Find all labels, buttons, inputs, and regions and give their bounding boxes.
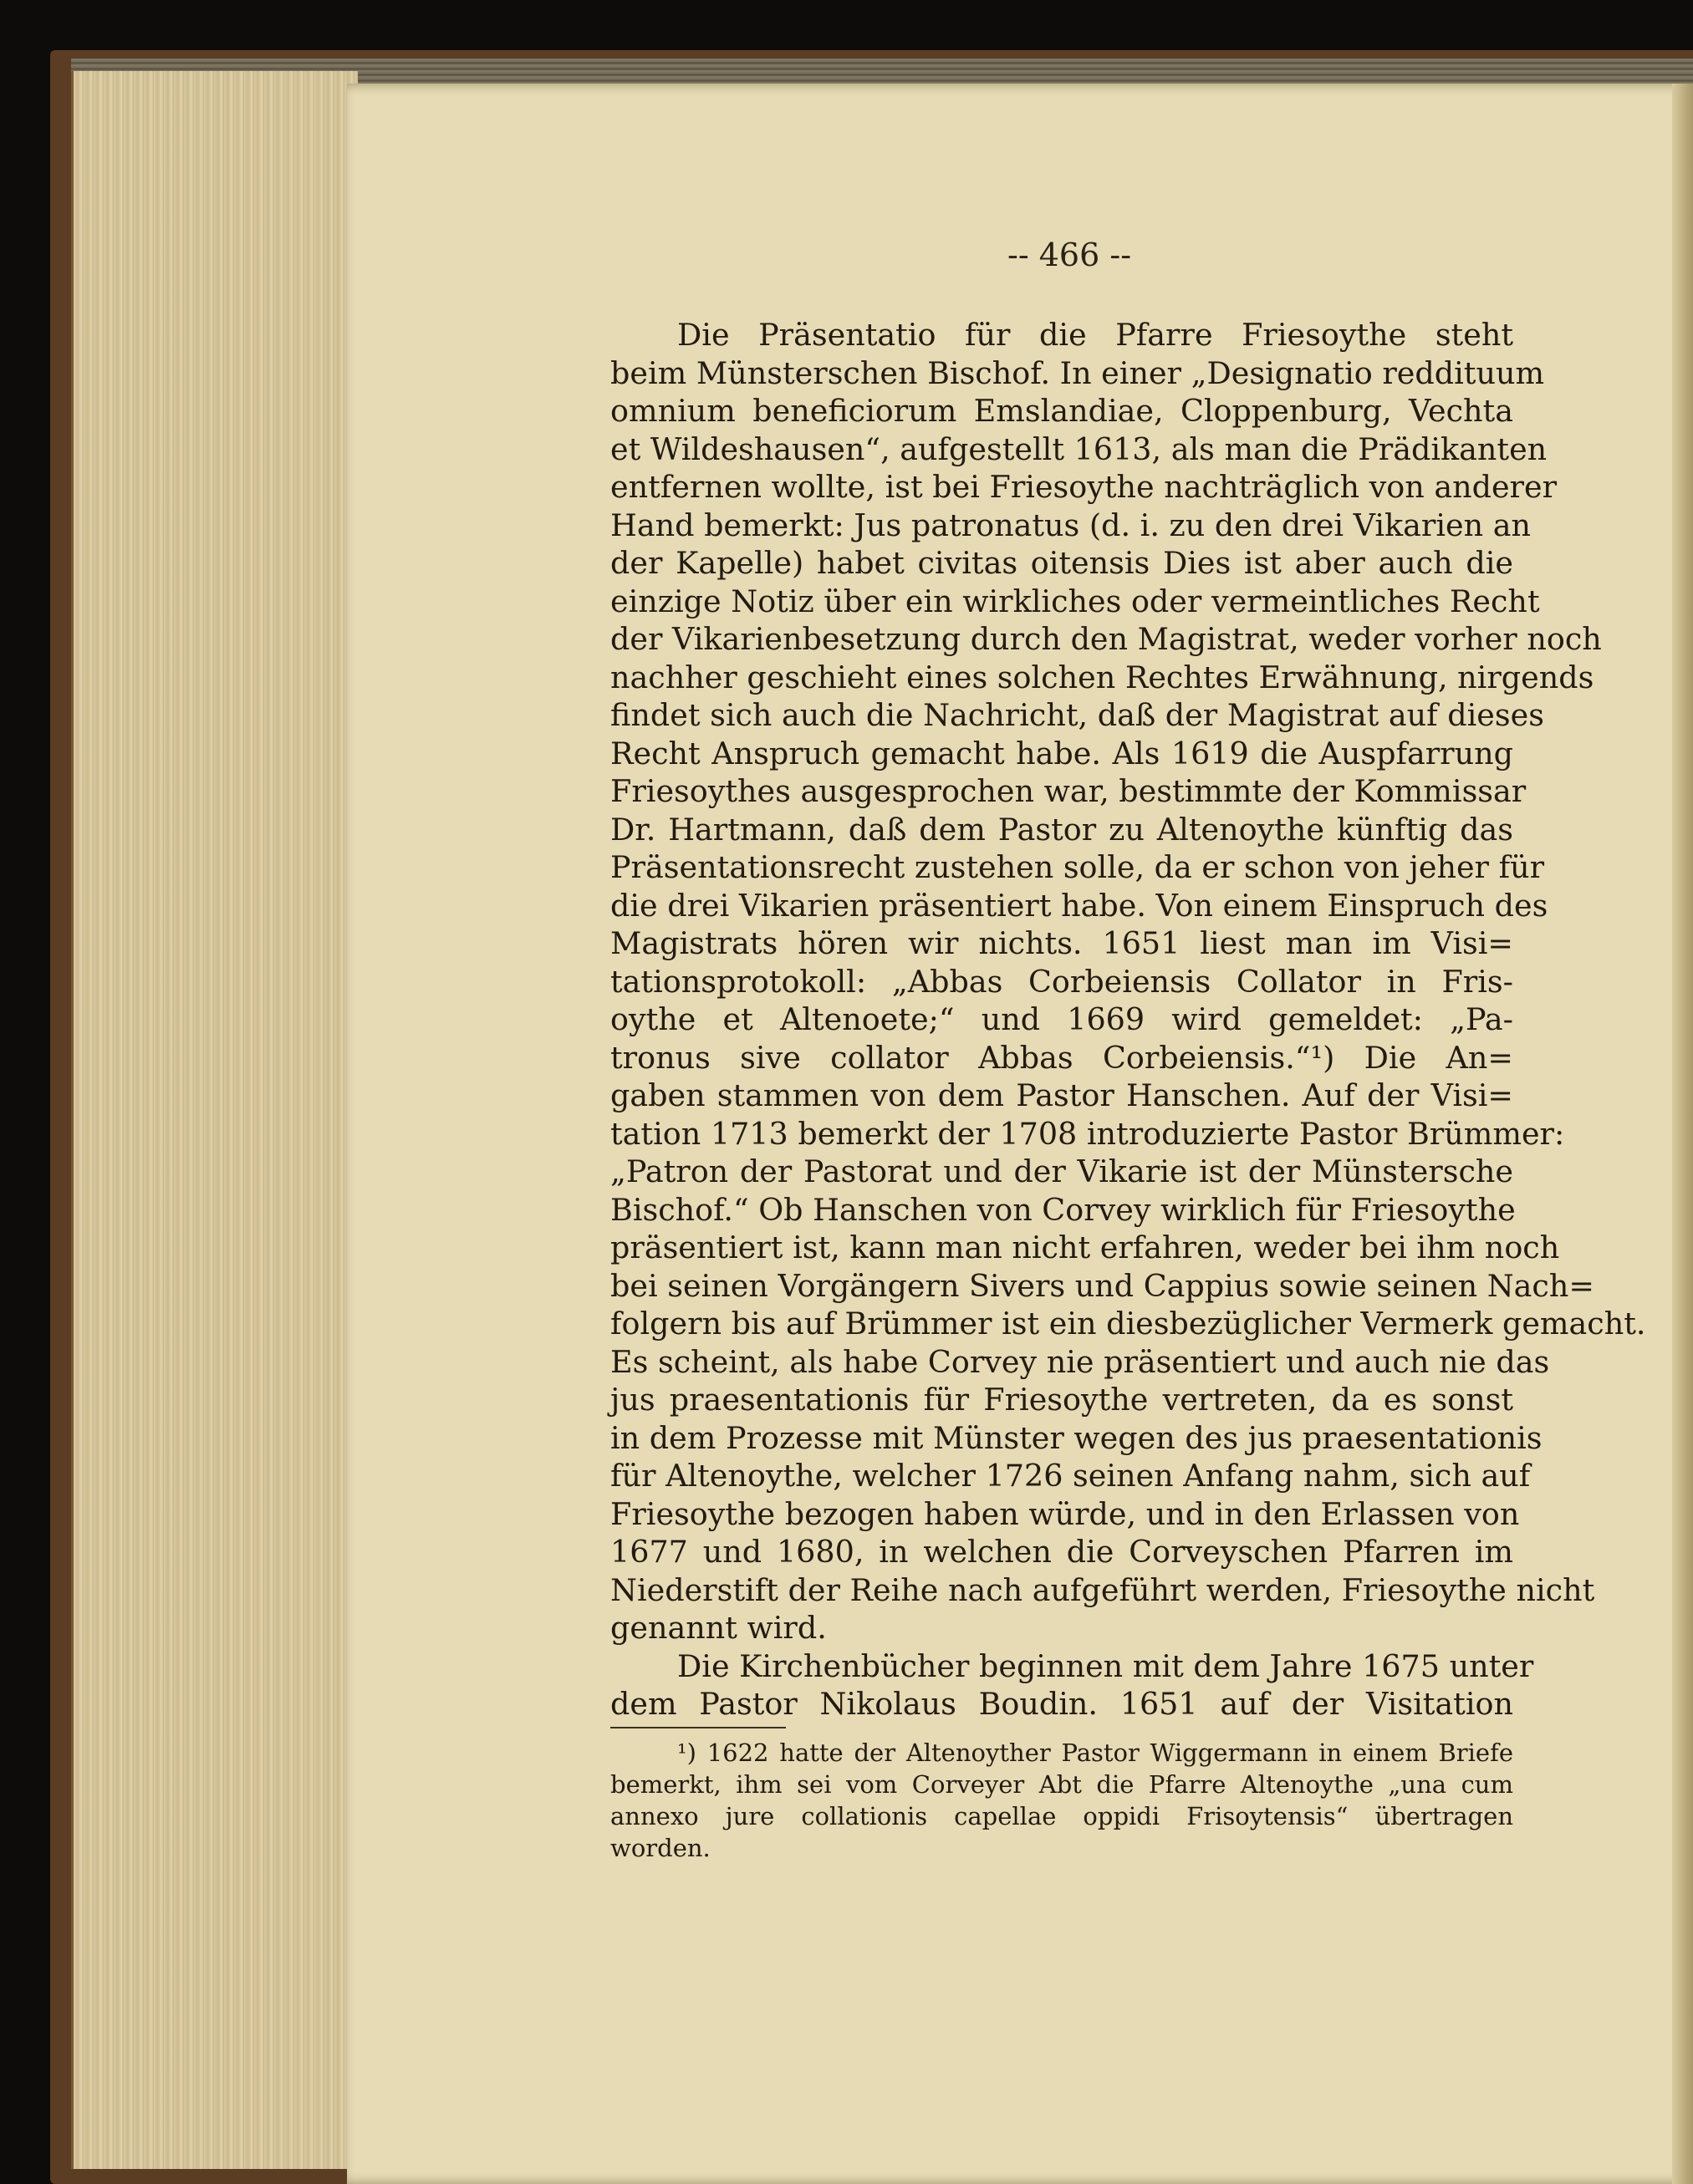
text-line: findet sich auch die Nachricht, daß der Magistrat auf dieses xyxy=(610,697,1544,733)
text-line: Es scheint, als habe Corvey nie präsentiert und auch nie das xyxy=(610,1343,1550,1380)
body-text xyxy=(610,316,1646,1723)
text-line: Hand bemerkt: Jus patronatus (d. i. zu den drei Vikarien an xyxy=(610,507,1532,543)
footnote-line: worden. xyxy=(610,1834,711,1862)
text-line: einzige Notiz über ein wirkliches oder vermeintliches Recht xyxy=(610,583,1540,619)
text-line: gaben stammen von dem Pastor Hanschen. Auf der Visi= xyxy=(610,1077,1513,1113)
text-line: der Kapelle) habet civitas oitensis Dies ist aber auch die xyxy=(610,545,1513,581)
text-line: in dem Prozesse mit Münster wegen des jus praesentationis xyxy=(610,1419,1543,1456)
text-line: et Wildeshausen“, aufgestellt 1613, als man die Prädikanten xyxy=(610,430,1548,467)
text-line: präsentiert ist, kann man nicht erfahren, weder bei ihm noch xyxy=(610,1229,1560,1265)
text-line: Niederstift der Reihe nach aufgeführt werden, Friesoythe nicht xyxy=(610,1571,1595,1608)
text-line: dem Pastor Nikolaus Boudin. 1651 auf der Visitation xyxy=(610,1686,1513,1722)
text-line: Dr. Hartmann, daß dem Pastor zu Altenoythe künftig das xyxy=(610,811,1513,848)
text-line: oythe et Altenoete;“ und 1669 wird gemeldet: „Pa- xyxy=(610,1001,1513,1037)
page-right-edge xyxy=(1672,84,1693,2184)
text-line: nachher geschieht eines solchen Rechtes Erwähnung, nirgends xyxy=(610,659,1594,695)
text-line: Friesoythes ausgesprochen war, bestimmte der Kommissar xyxy=(610,773,1527,809)
page-number: -- 466 -- xyxy=(1007,237,1132,273)
text-line: Friesoythe bezogen haben würde, und in den Erlassen von xyxy=(610,1495,1520,1532)
footnote xyxy=(610,1737,1513,1864)
footnote-divider xyxy=(610,1727,786,1728)
text-line: die drei Vikarien präsentiert habe. Von einem Einspruch des xyxy=(610,887,1548,924)
text-line: tationsprotokoll: „Abbas Corbeiensis Collator in Fris- xyxy=(610,963,1513,1000)
footnote-line: bemerkt, ihm sei vom Corveyer Abt die Pfarre Altenoythe „una cum xyxy=(610,1770,1513,1799)
text-line: der Vikarienbesetzung durch den Magistrat, weder vorher noch xyxy=(610,621,1602,657)
text-line: tronus sive collator Abbas Corbeiensis.“¹) Die An= xyxy=(610,1039,1513,1076)
text-line: jus praesentationis für Friesoythe vertreten, da es sonst xyxy=(610,1382,1513,1418)
text-line: Präsentationsrecht zustehen solle, da er schon von jeher für xyxy=(610,849,1545,885)
text-line: Die Präsentatio für die Pfarre Friesoythe steht xyxy=(677,317,1513,353)
footnote-line: ¹) 1622 hatte der Altenoyther Pastor Wiggermann in einem Briefe xyxy=(677,1739,1513,1767)
text-line: beim Münsterschen Bischof. In einer „Designatio reddituum xyxy=(610,354,1545,391)
text-line: für Altenoythe, welcher 1726 seinen Anfang nahm, sich auf xyxy=(610,1458,1531,1494)
text-line: tation 1713 bemerkt der 1708 introduzierte Pastor Brümmer: xyxy=(610,1115,1565,1152)
text-line: 1677 und 1680, in welchen die Corveyschen Pfarren im xyxy=(610,1534,1513,1570)
text-line: folgern bis auf Brümmer ist ein diesbezüglicher Vermerk gemacht. xyxy=(610,1306,1646,1341)
text-line: „Patron der Pastorat und der Vikarie ist der Münstersche xyxy=(610,1153,1513,1189)
text-line: Bischof.“ Ob Hanschen von Corvey wirklich für Friesoythe xyxy=(610,1191,1516,1228)
text-line: omnium beneficiorum Emslandiae, Cloppenburg, Vechta xyxy=(610,393,1513,429)
text-line: Recht Anspruch gemacht habe. Als 1619 die Auspfarrung xyxy=(610,735,1513,771)
page-stack-edge xyxy=(71,71,358,2169)
text-line: entfernen wollte, ist bei Friesoythe nachträglich von anderer xyxy=(610,469,1558,505)
text-line: genannt wird. xyxy=(610,1610,827,1646)
footnote-line: annexo jure collationis capellae oppidi Frisoytensis“ übertragen xyxy=(610,1802,1513,1830)
text-line: Die Kirchenbücher beginnen mit dem Jahre 1675 unter xyxy=(677,1647,1534,1684)
text-line: bei seinen Vorgängern Sivers und Cappius sowie seinen Nach= xyxy=(610,1267,1594,1304)
text-line: Magistrats hören wir nichts. 1651 liest man im Visi= xyxy=(610,925,1513,961)
